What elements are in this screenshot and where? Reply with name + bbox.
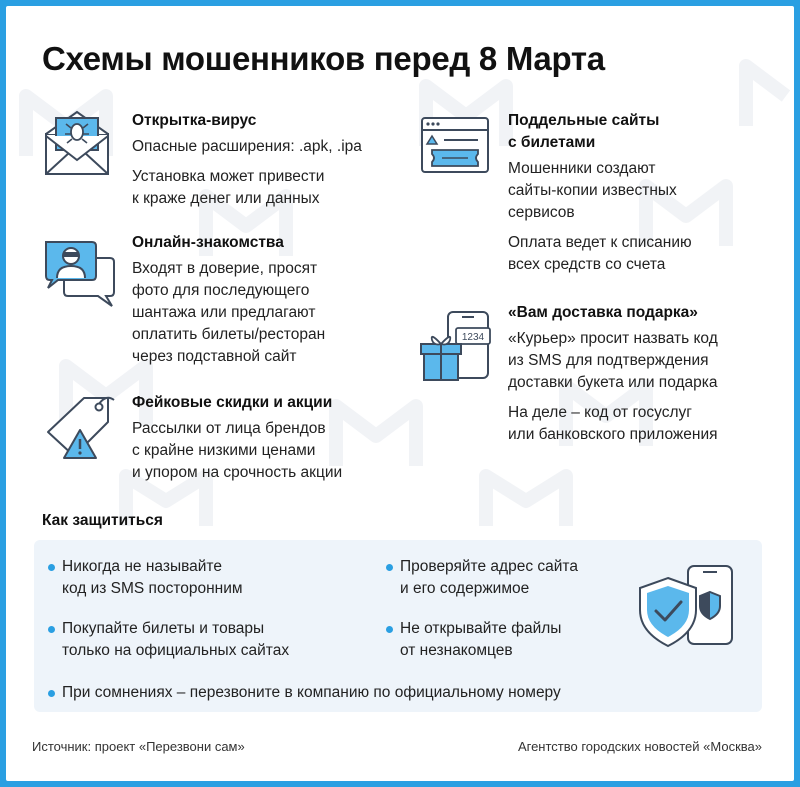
- protect-tip: Покупайте билеты и товары только на официальных сайтах: [46, 618, 289, 662]
- scheme-text: Установка может привести к краже денег или данных: [132, 168, 325, 207]
- infographic-card: [6, 6, 794, 781]
- scheme-heading: «Вам доставка подарка»: [508, 304, 698, 321]
- protect-tip: Никогда не называйте код из SMS посторонним: [46, 556, 243, 600]
- scheme-text: На деле – код от госуслуг или банковского приложения: [508, 404, 718, 443]
- scheme-text: Мошенники создают сайты-копии известных сервисов: [508, 160, 677, 221]
- page-title: Схемы мошенников перед 8 Марта: [42, 40, 605, 77]
- masked-chat-icon: [40, 236, 120, 308]
- scheme-online-dating: [40, 228, 380, 368]
- bullet-dot-icon: [386, 564, 393, 571]
- sms-code-label: 1234: [461, 332, 485, 343]
- scheme-text: Опасные расширения: .apk, .ipa: [132, 138, 362, 155]
- footer-source: Источник: проект «Перезвони сам»: [32, 739, 245, 754]
- scheme-heading: Поддельные сайты с билетами: [508, 112, 660, 151]
- scheme-heading: Онлайн-знакомства: [132, 234, 284, 251]
- bullet-dot-icon: [386, 626, 393, 633]
- footer-agency: Агентство городских новостей «Москва»: [517, 739, 762, 754]
- scheme-virus-card: [40, 106, 380, 206]
- warning-tag-icon: [40, 394, 120, 464]
- protect-panel: [34, 540, 762, 712]
- scheme-text: Входят в доверие, просят фото для последующего шантажа или предлагают оплатить билеты/ресторан через подставной сайт: [132, 260, 326, 365]
- protect-title: Как защититься: [42, 512, 163, 529]
- scheme-fake-ticket-sites: [418, 106, 758, 276]
- gift-sms-code-icon: [418, 308, 498, 384]
- scheme-text: Оплата ведет к списанию всех средств со счета: [508, 234, 692, 273]
- protect-tip: Не открывайте файлы от незнакомцев: [384, 618, 561, 662]
- bullet-dot-icon: [48, 626, 55, 633]
- scheme-fake-discounts: [40, 388, 390, 488]
- protect-tip: При сомнениях – перезвоните в компанию по официальному номеру: [46, 682, 561, 704]
- scheme-gift-delivery: [418, 298, 768, 448]
- virus-envelope-icon: [40, 106, 116, 176]
- bullet-dot-icon: [48, 690, 55, 697]
- shield-phone-icon: [634, 562, 744, 652]
- fake-ticket-site-icon: [418, 114, 494, 178]
- scheme-text: Рассылки от лица брендов с крайне низкими ценами и упором на срочность акции: [132, 420, 343, 481]
- protect-tip: Проверяйте адрес сайта и его содержимое: [384, 556, 578, 600]
- scheme-heading: Фейковые скидки и акции: [132, 394, 333, 411]
- bullet-dot-icon: [48, 564, 55, 571]
- scheme-text: «Курьер» просит назвать код из SMS для подтверждения доставки букета или подарка: [508, 330, 718, 391]
- scheme-heading: Открытка-вирус: [132, 112, 257, 129]
